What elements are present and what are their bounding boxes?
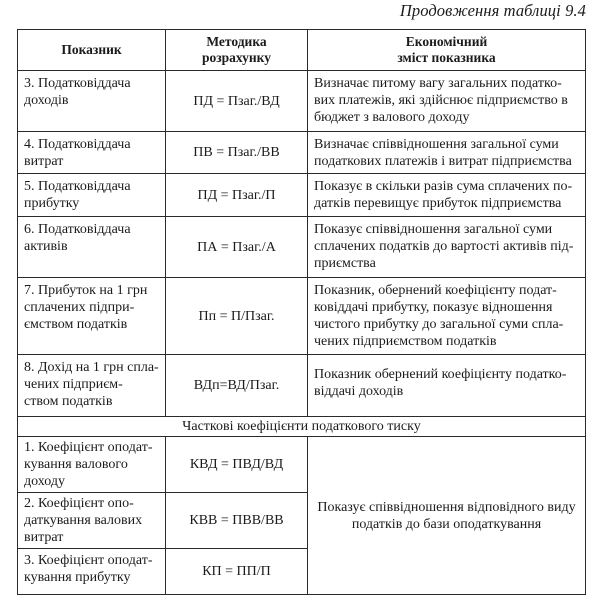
table-row [18,174,586,217]
header-method: Методика розрахунку [166,30,308,71]
table-header-row [18,30,586,71]
indicator-cell: 5. Податковіддача прибутку [18,174,166,217]
formula-cell: Пп = П/Пзаг. [166,278,308,355]
table-row [18,71,586,132]
formula-cell: КВД = ПВД/ВД [166,437,308,493]
header-content: Економічний зміст показника [308,30,586,71]
description-cell: Показує співвідношення загальної суми сплачених податків до вартості активів під- приємства [308,217,586,278]
table-row [18,217,586,278]
table-row [18,132,586,174]
indicators-table [17,29,586,595]
formula-cell: ПД = Пзаг./ВД [166,71,308,132]
formula-cell: ВДп=ВД/Пзаг. [166,355,308,417]
table-row [18,278,586,355]
formula-cell: КП = ПП/П [166,549,308,595]
merged-description-cell: Показує співвідношення відповідного виду податків до бази оподаткування [308,437,586,595]
indicator-cell: 4. Податковіддача витрат [18,132,166,174]
header-indicator: Показник [18,30,166,71]
description-cell: Показник, обернений коефіцієнту подат- ковіддачі прибутку, показує відношення чистого прибутку до загальної суми спла- чених підприємством податків [308,278,586,355]
formula-cell: ПА = Пзаг./А [166,217,308,278]
description-cell: Визначає питому вагу загальних податко- вих платежів, які здійснює підприємство в бюджет з валового доходу [308,71,586,132]
indicator-cell: 3. Податковіддача доходів [18,71,166,132]
table-row [18,437,586,493]
indicator-cell: 1. Коефіцієнт оподат- кування валового доходу [18,437,166,493]
indicator-cell: 8. Дохід на 1 грн спла- чених підприєм- ством податків [18,355,166,417]
indicator-cell: 7. Прибуток на 1 грн сплачених підпри- ємством податків [18,278,166,355]
table-caption: Продовження таблиці 9.4 [399,1,586,20]
section-row [18,417,586,437]
indicator-cell: 3. Коефіцієнт оподат- кування прибутку [18,549,166,595]
description-cell: Показує в скільки разів сума сплачених по- датків перевищує прибуток підприємства [308,174,586,217]
indicator-cell: 2. Коефіцієнт опо- даткування валових витрат [18,493,166,549]
formula-cell: КВВ = ПВВ/ВВ [166,493,308,549]
table-row [18,355,586,417]
description-cell: Визначає співвідношення загальної суми податкових платежів і витрат підприємства [308,132,586,174]
description-cell: Показник обернений коефіцієнту податко- віддачі доходів [308,355,586,417]
section-title: Часткові коефіцієнти податкового тиску [18,417,586,437]
formula-cell: ПД = Пзаг./П [166,174,308,217]
formula-cell: ПВ = Пзаг./ВВ [166,132,308,174]
indicator-cell: 6. Податковіддача активів [18,217,166,278]
